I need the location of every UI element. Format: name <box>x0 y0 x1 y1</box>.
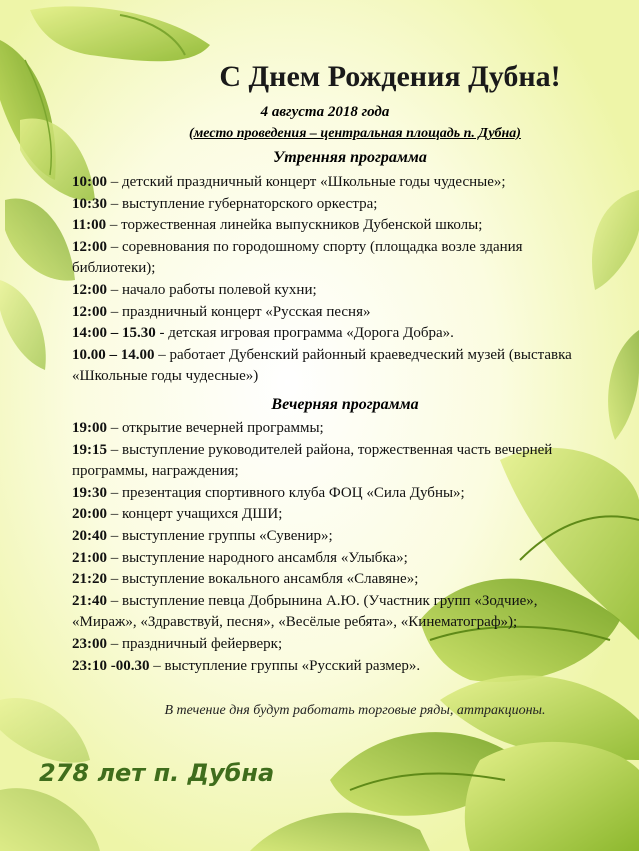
list-item <box>72 345 592 388</box>
list-item <box>72 237 592 280</box>
item-time: 23:10 -00.30 <box>72 657 150 674</box>
list-item <box>72 656 592 678</box>
item-text: – выступление губернаторского оркестра; <box>107 195 378 212</box>
list-item <box>72 569 592 591</box>
item-time: 12:00 <box>72 303 107 320</box>
item-time: 12:00 <box>72 238 107 255</box>
item-time: 23:00 <box>72 635 107 652</box>
list-item <box>72 548 592 570</box>
page-title: С Днем Рождения Дубна! <box>219 60 561 93</box>
item-text: – начало работы полевой кухни; <box>107 281 317 298</box>
list-item <box>72 591 592 634</box>
evening-program-heading: Вечерняя программа <box>271 396 419 413</box>
item-time: 10:30 <box>72 195 107 212</box>
list-item <box>72 440 592 483</box>
evening-program-list <box>72 418 592 677</box>
item-text: – выступление группы «Сувенир»; <box>107 527 333 544</box>
item-text: – праздничный фейерверк; <box>107 635 283 652</box>
list-item <box>72 526 592 548</box>
item-time: 10.00 – 14.00 <box>72 346 155 363</box>
item-text: – концерт учащихся ДШИ; <box>107 506 283 523</box>
list-item <box>72 215 592 237</box>
item-text: – открытие вечерней программы; <box>107 420 324 436</box>
item-time: 10:00 <box>72 174 107 190</box>
item-text: – выступление певца Добрынина А.Ю. (Участник групп «Зодчие», «Мираж», «Здравствуй, песня», «Весёлые ребята», «Кинематограф»); <box>72 592 538 631</box>
item-time: 11:00 <box>72 217 107 234</box>
list-item <box>72 302 592 324</box>
item-time: 20:00 <box>72 506 107 523</box>
item-time: 21:40 <box>72 592 107 609</box>
item-time: 12:00 <box>72 281 107 298</box>
item-text: - детская игровая программа «Дорога Добра». <box>155 325 454 342</box>
item-time: 21:00 <box>72 549 107 566</box>
item-text: – выступление группы «Русский размер». <box>149 657 421 674</box>
item-text: – презентация спортивного клуба ФОЦ «Сила Дубны»; <box>107 484 465 501</box>
list-item <box>72 418 592 440</box>
footer-note: В течение дня будут работать торговые ряды, аттракционы. <box>164 703 546 718</box>
item-text: – выступление народного ансамбля «Улыбка»; <box>107 549 408 566</box>
item-time: 19:15 <box>72 441 107 458</box>
item-text: – торжественная линейка выпускников Дубенской школы; <box>106 217 483 234</box>
list-item <box>72 634 592 656</box>
list-item <box>72 172 592 194</box>
item-time: 14:00 – 15.30 <box>72 325 156 342</box>
item-text: – выступление вокального ансамбля «Славяне»; <box>107 571 419 588</box>
item-text: – праздничный концерт «Русская песня» <box>107 303 371 320</box>
list-item <box>72 194 592 216</box>
item-text: – выступление руководителей района, торжественная часть вечерней программы, награждения; <box>72 441 553 480</box>
item-time: 20:40 <box>72 527 107 544</box>
anniversary-caption: 278 лет п. Дубна <box>39 759 275 787</box>
list-item <box>72 483 592 505</box>
event-venue: (место проведения – центральная площадь п. Дубна) <box>189 126 521 141</box>
item-time: 19:30 <box>72 484 107 501</box>
morning-program-heading: Утренняя программа <box>273 149 427 166</box>
item-text: – работает Дубенский районный краеведческий музей (выставка «Школьные годы чудесные») <box>72 346 572 385</box>
list-item <box>72 323 592 345</box>
event-date: 4 августа 2018 года <box>260 104 390 120</box>
item-time: 21:20 <box>72 571 107 588</box>
morning-program-list <box>72 172 592 388</box>
item-text: – детский праздничный концерт «Школьные годы чудесные»; <box>107 174 506 190</box>
item-text: – соревнования по городошному спорту (площадка возле здания библиотеки); <box>72 238 523 277</box>
list-item <box>72 504 592 526</box>
item-time: 19:00 <box>72 420 107 436</box>
list-item <box>72 280 592 302</box>
